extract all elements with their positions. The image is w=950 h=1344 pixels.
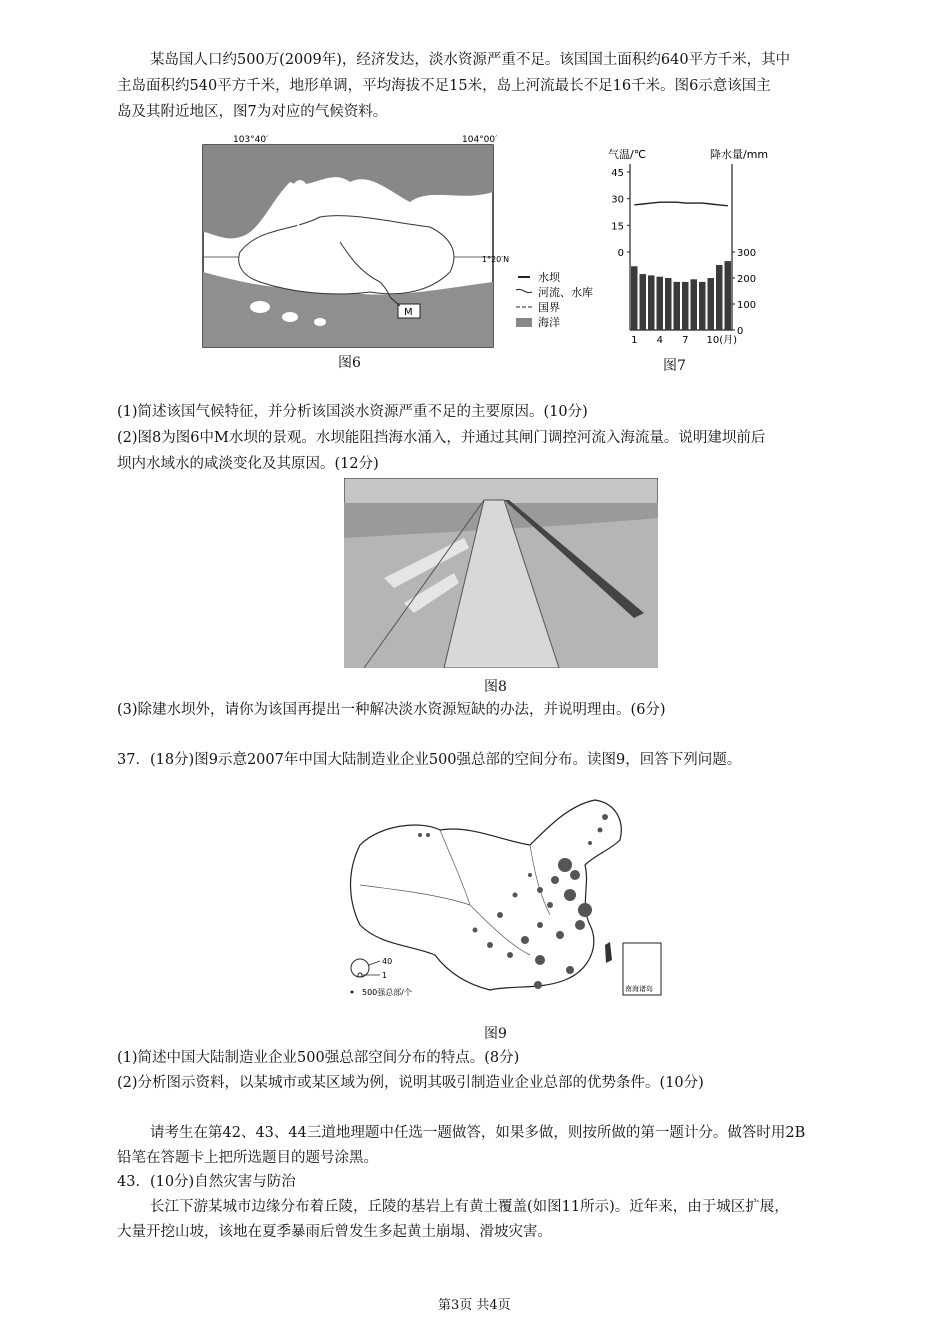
lon-right-label: 104°00′ xyxy=(462,135,498,145)
temp-tick-label: 45 xyxy=(611,168,624,179)
ocean-legend-icon xyxy=(516,318,532,327)
precip-bar xyxy=(682,282,689,330)
temperature-line xyxy=(634,202,728,206)
q36-part-2b: 坝内水域水的咸淡变化及其原因。(12分) xyxy=(117,456,379,472)
q43-line-1: 长江下游某城市边缘分布着丘陵，丘陵的基岩上有黄土覆盖(如图11所示)。近年来，由于城区扩展， xyxy=(150,1199,789,1215)
temp-axis-label: 气温/℃ xyxy=(608,148,647,161)
lon-left-label: 103°40′ xyxy=(233,135,269,145)
legend-ocean: 海洋 xyxy=(538,316,560,329)
q43-line-2: 大量开挖山坡，该地在夏季暴雨后曾发生多起黄土崩塌、滑坡灾害。 xyxy=(117,1224,552,1240)
choice-note-line-1: 请考生在第42、43、44三道地理题中任选一题做答，如果多做，则按所做的第一题计分。做答时用2B xyxy=(150,1125,806,1141)
precip-bar xyxy=(640,274,647,330)
figure-6-map xyxy=(200,132,610,352)
precip-tick-label: 100 xyxy=(737,300,757,311)
temp-tick-label: 30 xyxy=(611,194,624,206)
precip-bar xyxy=(708,278,715,330)
legend-1: 1 xyxy=(382,971,388,980)
temp-tick-label: 0 xyxy=(617,248,624,259)
choice-note-line-2: 铅笔在答题卡上把所选题目的题号涂黑。 xyxy=(117,1150,378,1166)
intro-line-3: 岛及其附近地区，图7为对应的气候资料。 xyxy=(117,104,388,120)
figure-9-china-map xyxy=(340,795,670,1005)
river-legend-icon xyxy=(516,289,532,292)
legend-40: 40 xyxy=(382,957,393,966)
precip-tick-label: 200 xyxy=(737,274,757,285)
marker-m: M xyxy=(404,307,413,318)
precip-bar xyxy=(699,282,706,330)
legend-circle-small xyxy=(358,973,362,977)
figure-8-dam-photo xyxy=(344,478,658,668)
intro-line-2: 主岛面积约540平方千米，地形单调，平均海拔不足15米，岛上河流最长不足16千米。图6示意该国主 xyxy=(117,78,771,94)
q37-stem: 37．(18分)图9示意2007年中国大陆制造业企业500强总部的空间分布。读图9，回答下列问题。 xyxy=(117,752,742,768)
page-footer: 第3页 共4页 xyxy=(438,1298,511,1313)
q37-part-2: (2)分析图示资料，以某城市或某区域为例，说明其吸引制造业企业总部的优势条件。(10分) xyxy=(117,1075,704,1091)
precip-tick-label: 0 xyxy=(737,326,744,337)
figure-6-caption: 图6 xyxy=(338,355,361,371)
precip-bar xyxy=(648,275,655,330)
month-tick-label: 1 xyxy=(631,335,638,346)
month-tick-label: 4 xyxy=(656,335,663,346)
legend-dam: 水坝 xyxy=(538,271,560,284)
legend-circle-large xyxy=(351,959,369,977)
precip-bar xyxy=(665,278,672,330)
precip-axis-label: 降水量/mm xyxy=(710,148,769,161)
legend-border: 国界 xyxy=(538,301,560,314)
precip-bar xyxy=(725,261,732,330)
figure-9-caption: 图9 xyxy=(484,1026,507,1042)
precip-bar xyxy=(631,266,638,330)
intro-line-1: 某岛国人口约500万(2009年)，经济发达，淡水资源严重不足。该国国土面积约640平方千米，其中 xyxy=(150,52,791,68)
q37-part-1: (1)简述中国大陆制造业企业500强总部空间分布的特点。(8分) xyxy=(117,1050,520,1066)
legend-river: 河流、水库 xyxy=(538,286,593,299)
q36-part-2a: (2)图8为图6中M水坝的景观。水坝能阻挡海水涌入，并通过其闸门调控河流入海流量。说明建坝前后 xyxy=(117,430,766,446)
lat-label: 1°20′N xyxy=(482,255,510,264)
precip-bar xyxy=(674,282,681,330)
temp-tick-label: 15 xyxy=(611,221,624,233)
precip-bar xyxy=(691,279,698,330)
figure-7-climate-chart xyxy=(600,140,790,350)
month-tick-label: 7 xyxy=(682,335,689,346)
precip-bar xyxy=(716,265,723,330)
month-tick-label: 10(月) xyxy=(706,335,738,346)
figure-7-caption: 图7 xyxy=(663,358,686,374)
q36-part-3: (3)除建水坝外，请你为该国再提出一种解决淡水资源短缺的办法，并说明理由。(6分) xyxy=(117,702,666,718)
q43-title: 43．(10分)自然灾害与防治 xyxy=(117,1174,296,1190)
q36-part-1: (1)简述该国气候特征，并分析该国淡水资源严重不足的主要原因。(10分) xyxy=(117,404,588,420)
figure-8-caption: 图8 xyxy=(484,679,507,695)
precip-bar xyxy=(657,277,664,330)
precip-tick-label: 300 xyxy=(737,248,757,259)
legend-unit: 500强总部/个 xyxy=(362,988,412,997)
inset-label: 南海诸岛 xyxy=(625,985,653,993)
